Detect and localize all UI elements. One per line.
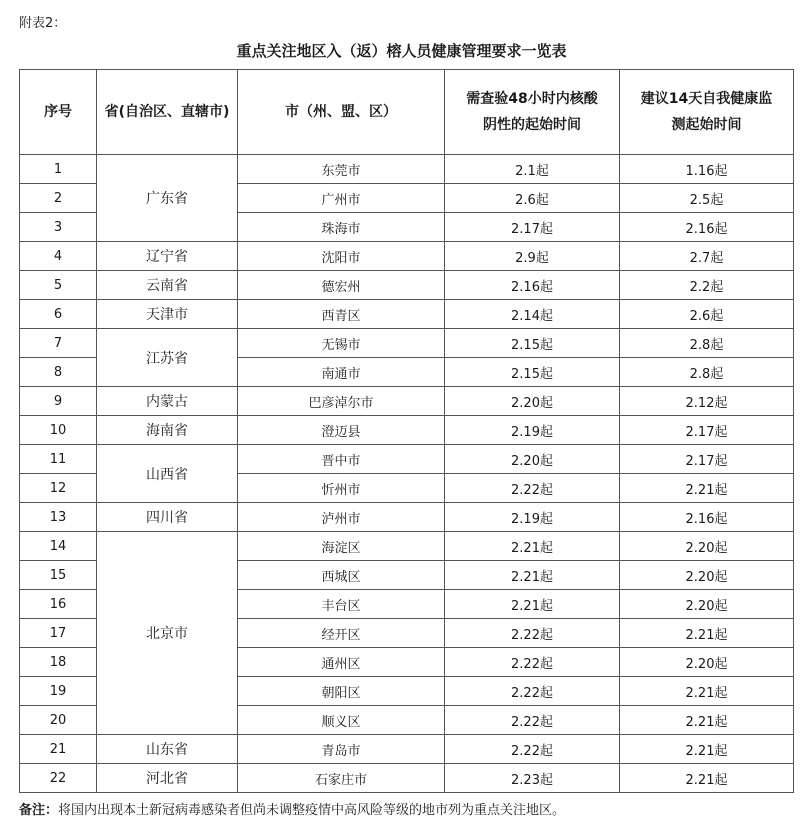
cell-seq: 6 (20, 300, 97, 329)
cell-city: 经开区 (238, 619, 445, 648)
cell-province: 海南省 (97, 416, 238, 445)
footnote-label: 备注： (19, 803, 59, 818)
header-province: 省(自治区、直辖市) (97, 70, 238, 155)
cell-test-start: 2.20起 (445, 445, 620, 474)
cell-test-start: 2.21起 (445, 590, 620, 619)
cell-seq: 2 (20, 184, 97, 213)
table-row (20, 155, 794, 184)
cell-monitor-start: 2.21起 (620, 764, 794, 793)
cell-seq: 14 (20, 532, 97, 561)
cell-monitor-start: 2.8起 (620, 329, 794, 358)
table-row (20, 387, 794, 416)
appendix-label: 附表2： (19, 16, 67, 31)
cell-seq: 7 (20, 329, 97, 358)
cell-city: 石家庄市 (238, 764, 445, 793)
cell-seq: 15 (20, 561, 97, 590)
cell-test-start: 2.9起 (445, 242, 620, 271)
cell-seq: 4 (20, 242, 97, 271)
cell-province: 河北省 (97, 764, 238, 793)
cell-monitor-start: 2.17起 (620, 416, 794, 445)
table-header (20, 70, 794, 155)
cell-city: 海淀区 (238, 532, 445, 561)
table-row (20, 271, 794, 300)
cell-province: 辽宁省 (97, 242, 238, 271)
region-table (19, 69, 794, 793)
cell-city: 泸州市 (238, 503, 445, 532)
cell-monitor-start: 2.20起 (620, 590, 794, 619)
cell-monitor-start: 2.21起 (620, 677, 794, 706)
footnote-text: 将国内出现本土新冠病毒感染者但尚未调整疫情中高风险等级的地市列为重点关注地区。 (58, 803, 566, 818)
cell-monitor-start: 2.8起 (620, 358, 794, 387)
cell-monitor-start: 1.16起 (620, 155, 794, 184)
footnote (19, 799, 565, 818)
cell-test-start: 2.22起 (445, 648, 620, 677)
header-monitor-start: 建议14天自我健康监测起始时间 (620, 70, 794, 155)
cell-test-start: 2.14起 (445, 300, 620, 329)
table-row (20, 764, 794, 793)
cell-test-start: 2.17起 (445, 213, 620, 242)
table-row (20, 242, 794, 271)
cell-monitor-start: 2.17起 (620, 445, 794, 474)
cell-city: 西城区 (238, 561, 445, 590)
cell-city: 澄迈县 (238, 416, 445, 445)
table-row (20, 735, 794, 764)
table-row (20, 300, 794, 329)
cell-seq: 20 (20, 706, 97, 735)
cell-city: 青岛市 (238, 735, 445, 764)
cell-test-start: 2.1起 (445, 155, 620, 184)
table-row (20, 445, 794, 474)
cell-city: 沈阳市 (238, 242, 445, 271)
cell-city: 巴彦淖尔市 (238, 387, 445, 416)
cell-monitor-start: 2.20起 (620, 561, 794, 590)
cell-monitor-start: 2.21起 (620, 474, 794, 503)
cell-test-start: 2.22起 (445, 619, 620, 648)
cell-monitor-start: 2.16起 (620, 213, 794, 242)
cell-province: 广东省 (97, 155, 238, 242)
cell-test-start: 2.15起 (445, 358, 620, 387)
cell-province: 北京市 (97, 532, 238, 735)
cell-seq: 19 (20, 677, 97, 706)
cell-monitor-start: 2.2起 (620, 271, 794, 300)
cell-city: 朝阳区 (238, 677, 445, 706)
cell-city: 南通市 (238, 358, 445, 387)
cell-test-start: 2.15起 (445, 329, 620, 358)
cell-seq: 9 (20, 387, 97, 416)
cell-monitor-start: 2.21起 (620, 735, 794, 764)
cell-seq: 10 (20, 416, 97, 445)
cell-test-start: 2.22起 (445, 706, 620, 735)
cell-test-start: 2.21起 (445, 561, 620, 590)
cell-seq: 8 (20, 358, 97, 387)
cell-test-start: 2.6起 (445, 184, 620, 213)
cell-monitor-start: 2.12起 (620, 387, 794, 416)
cell-test-start: 2.16起 (445, 271, 620, 300)
cell-city: 德宏州 (238, 271, 445, 300)
cell-test-start: 2.22起 (445, 735, 620, 764)
cell-province: 山西省 (97, 445, 238, 503)
table-row (20, 416, 794, 445)
cell-seq: 18 (20, 648, 97, 677)
header-seq: 序号 (20, 70, 97, 155)
table-row (20, 503, 794, 532)
page-title: 重点关注地区入（返）榕人员健康管理要求一览表 (236, 42, 567, 60)
cell-test-start: 2.20起 (445, 387, 620, 416)
cell-city: 丰台区 (238, 590, 445, 619)
cell-seq: 16 (20, 590, 97, 619)
cell-seq: 22 (20, 764, 97, 793)
table-row (20, 329, 794, 358)
cell-test-start: 2.23起 (445, 764, 620, 793)
cell-monitor-start: 2.20起 (620, 532, 794, 561)
cell-province: 四川省 (97, 503, 238, 532)
cell-seq: 13 (20, 503, 97, 532)
cell-test-start: 2.19起 (445, 503, 620, 532)
cell-test-start: 2.22起 (445, 677, 620, 706)
cell-seq: 17 (20, 619, 97, 648)
cell-city: 顺义区 (238, 706, 445, 735)
cell-city: 珠海市 (238, 213, 445, 242)
cell-seq: 21 (20, 735, 97, 764)
cell-province: 天津市 (97, 300, 238, 329)
cell-seq: 1 (20, 155, 97, 184)
cell-test-start: 2.22起 (445, 474, 620, 503)
cell-city: 通州区 (238, 648, 445, 677)
cell-test-start: 2.21起 (445, 532, 620, 561)
cell-seq: 3 (20, 213, 97, 242)
cell-test-start: 2.19起 (445, 416, 620, 445)
cell-province: 江苏省 (97, 329, 238, 387)
table-row (20, 532, 794, 561)
cell-city: 晋中市 (238, 445, 445, 474)
cell-city: 无锡市 (238, 329, 445, 358)
cell-province: 内蒙古 (97, 387, 238, 416)
header-city: 市（州、盟、区） (238, 70, 445, 155)
cell-seq: 11 (20, 445, 97, 474)
cell-seq: 12 (20, 474, 97, 503)
table-body (20, 155, 794, 793)
cell-seq: 5 (20, 271, 97, 300)
cell-city: 广州市 (238, 184, 445, 213)
cell-monitor-start: 2.21起 (620, 706, 794, 735)
cell-province: 山东省 (97, 735, 238, 764)
cell-city: 忻州市 (238, 474, 445, 503)
header-row (20, 70, 794, 155)
header-test-start: 需查验48小时内核酸阴性的起始时间 (445, 70, 620, 155)
cell-monitor-start: 2.20起 (620, 648, 794, 677)
cell-monitor-start: 2.6起 (620, 300, 794, 329)
cell-monitor-start: 2.7起 (620, 242, 794, 271)
cell-monitor-start: 2.5起 (620, 184, 794, 213)
cell-province: 云南省 (97, 271, 238, 300)
cell-monitor-start: 2.21起 (620, 619, 794, 648)
cell-monitor-start: 2.16起 (620, 503, 794, 532)
cell-city: 西青区 (238, 300, 445, 329)
cell-city: 东莞市 (238, 155, 445, 184)
